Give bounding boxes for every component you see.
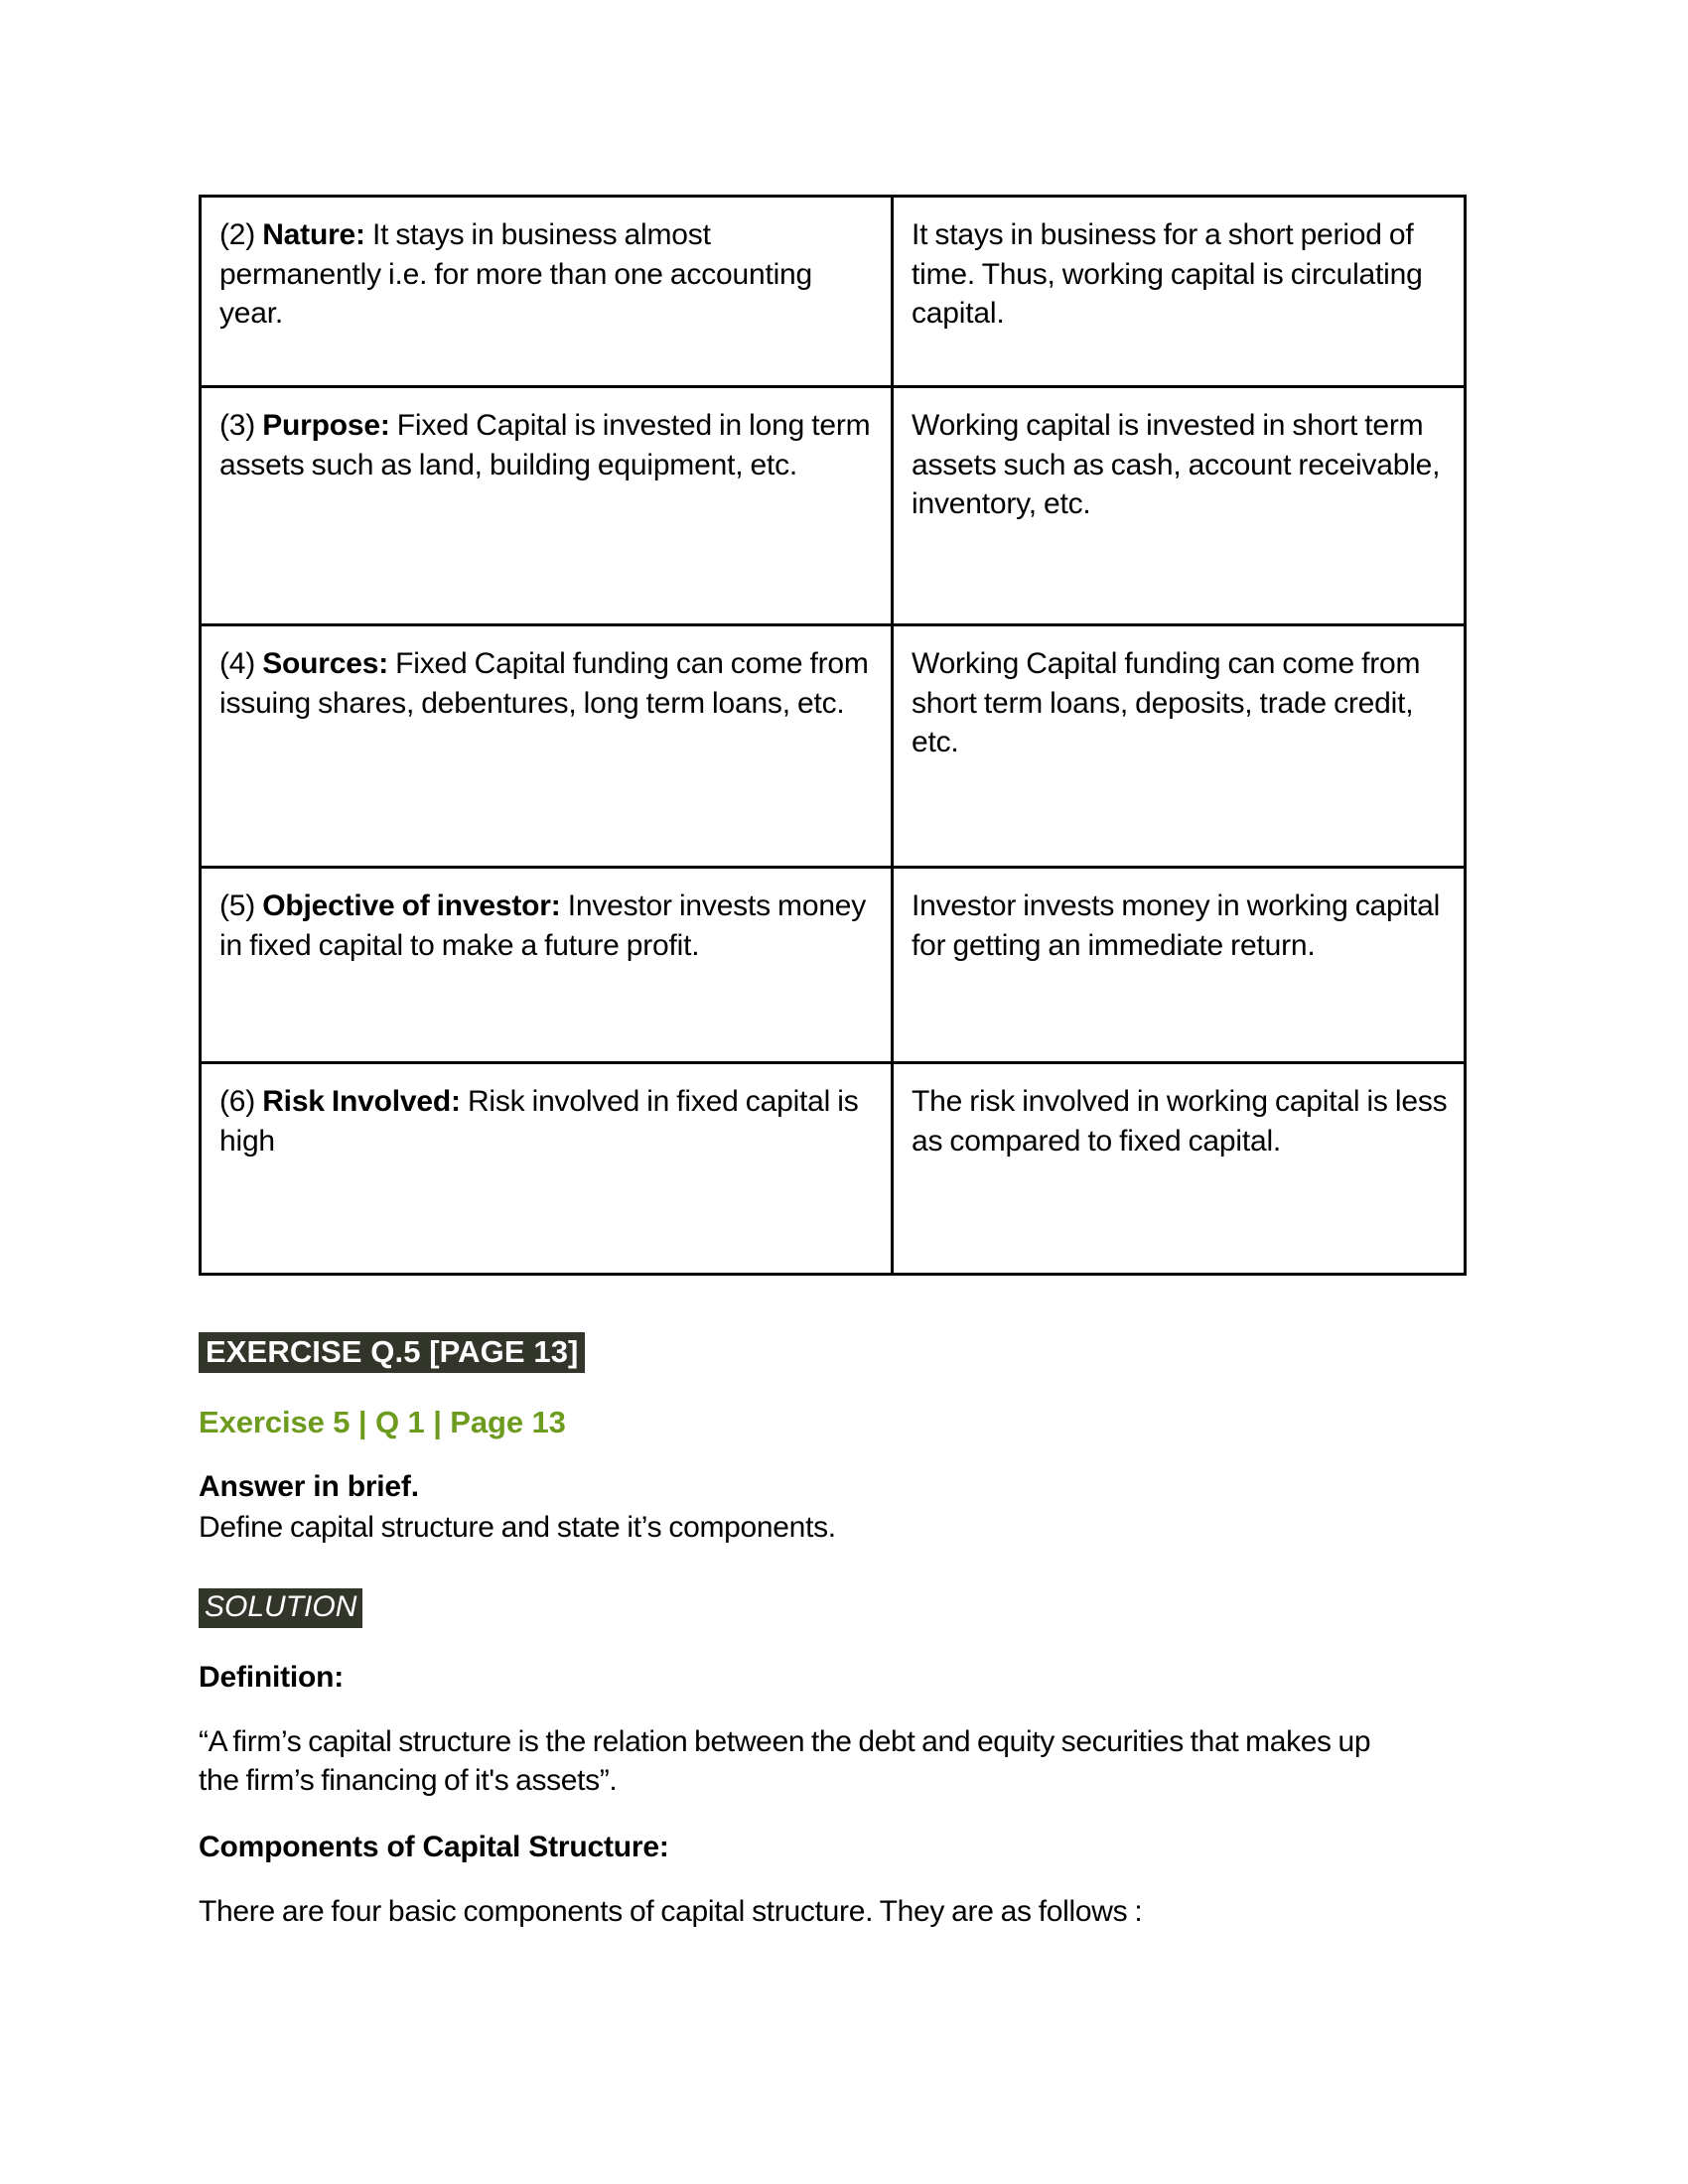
row-right-text: It stays in business for a short period of time. Thus, working capital is circulating capital.: [912, 218, 1423, 331]
table-cell-fixed-capital: [201, 1063, 893, 1275]
table-cell-working-capital: [893, 387, 1466, 625]
row-left-text: Fixed Capital funding can come from issuing shares, debentures, long term loans, etc.: [219, 647, 869, 720]
exercise-banner: EXERCISE Q.5 [PAGE 13]: [199, 1332, 585, 1373]
table-cell-fixed-capital: [201, 868, 893, 1063]
table-cell-working-capital: [893, 197, 1466, 387]
row-index: (2): [219, 218, 256, 251]
answer-question: Define capital structure and state it’s components.: [199, 1511, 836, 1544]
row-index: (4): [219, 647, 256, 680]
exercise-meta: Exercise 5 | Q 1 | Page 13: [199, 1405, 566, 1439]
solution-banner: SOLUTION: [199, 1588, 362, 1628]
table-cell-fixed-capital: [201, 625, 893, 868]
page-content: [199, 195, 1448, 1929]
row-right-text: Working Capital funding can come from short term loans, deposits, trade credit, etc.: [912, 647, 1421, 759]
answer-heading: Answer in brief.: [199, 1470, 419, 1503]
row-left-text: It stays in business almost permanently i.e. for more than one accounting year.: [219, 218, 813, 331]
table-row: [201, 625, 1466, 868]
definition-heading: Definition:: [199, 1660, 345, 1694]
row-label: Objective of investor:: [262, 889, 561, 922]
row-left-text: Fixed Capital is invested in long term assets such as land, building equipment, etc.: [219, 409, 871, 481]
row-right-text: Investor invests money in working capital for getting an immediate return.: [912, 889, 1441, 962]
table-cell-working-capital: [893, 868, 1466, 1063]
table-cell-fixed-capital: [201, 197, 893, 387]
row-index: (5): [219, 889, 256, 922]
table-row: [201, 868, 1466, 1063]
row-label: Sources:: [262, 647, 388, 680]
row-left-text: Risk involved in fixed capital is high: [219, 1085, 859, 1158]
table-row: [201, 197, 1466, 387]
row-label: Nature:: [262, 218, 365, 251]
row-label: Risk Involved:: [262, 1085, 461, 1118]
fixed-vs-working-capital-table: [199, 195, 1467, 1276]
table-cell-working-capital: [893, 625, 1466, 868]
components-body: There are four basic components of capital structure. They are as follows :: [199, 1895, 1143, 1929]
row-index: (6): [219, 1085, 256, 1118]
table-cell-working-capital: [893, 1063, 1466, 1275]
row-right-text: The risk involved in working capital is less as compared to fixed capital.: [912, 1085, 1448, 1158]
table-cell-fixed-capital: [201, 387, 893, 625]
components-heading: Components of Capital Structure:: [199, 1831, 669, 1864]
table-body: [201, 197, 1466, 1275]
table-row: [201, 387, 1466, 625]
row-index: (3): [219, 409, 256, 442]
row-label: Purpose:: [262, 409, 390, 442]
table-row: [201, 1063, 1466, 1275]
row-right-text: Working capital is invested in short term assets such as cash, account receivable, inventory, etc.: [912, 409, 1441, 521]
row-left-text: Investor invests money in fixed capital to make a future profit.: [219, 889, 867, 962]
definition-body: “A firm’s capital structure is the relation between the debt and equity securities that makes up the firm’s financing of it's assets”.: [199, 1724, 1371, 1798]
